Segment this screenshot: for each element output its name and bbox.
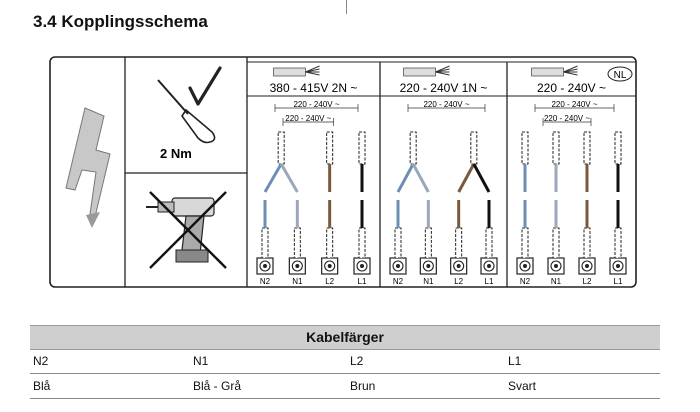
lightning-bolt-icon [66,108,110,217]
checkmark-icon [190,68,220,104]
table-cell: Brun [350,379,376,393]
crossed-drill-icon [146,192,226,268]
voltage-label: 220 - 240V ~ [536,81,607,95]
terminal-label: N2 [392,277,404,286]
voltage-label: 380 - 415V 2N ~ [269,81,358,95]
cable-color-table-title: Kabelfärger [30,325,660,350]
table-cell: Svart [508,379,537,393]
connector-block [425,228,431,258]
table-cell: Blå [33,379,51,393]
region-badge-label: NL [613,70,627,81]
table-row [30,349,660,374]
connector-block [471,132,477,164]
table-cell: L1 [508,354,522,368]
connector-block [553,228,559,258]
connector-block [395,228,401,258]
span-voltage-label: 220 - 240V ~ [293,100,340,109]
table-cell: L2 [350,354,364,368]
connector-block [359,228,365,258]
connector-block [410,132,416,164]
terminal-label: L1 [357,277,367,286]
span-voltage-label: 220 - 240V ~ [423,100,470,109]
terminal-label: L2 [325,277,335,286]
terminal-label: L2 [454,277,464,286]
torque-label: 2 Nm [160,146,192,161]
connector-block [522,132,528,164]
connector-block [359,132,365,164]
cable-icon [404,68,436,76]
connector-block [486,228,492,258]
span-voltage-label: 220 - 240V ~ [285,114,332,123]
table-row [30,374,660,399]
connector-block [327,228,333,258]
section-heading: 3.4 Kopplingsschema [33,12,208,31]
connector-block [294,228,300,258]
terminal-label: N2 [259,277,271,286]
connector-block [262,228,268,258]
terminal-label: N1 [292,277,303,286]
span-voltage-label: 220 - 240V ~ [543,114,591,123]
cable-icon [532,68,564,76]
terminal-label: L1 [484,277,494,286]
terminal-label: N1 [550,277,562,286]
table-cell: N1 [193,354,209,368]
connector-block [327,132,333,164]
connector-block [278,132,284,164]
table-cell: N2 [33,354,49,368]
connector-block [456,228,462,258]
connector-block [615,228,621,258]
terminal-label: N2 [519,277,531,286]
connector-block [584,228,590,258]
connector-block [584,132,590,164]
terminal-label: L2 [582,277,592,286]
terminal-label: N1 [423,277,434,286]
connector-block [522,228,528,258]
voltage-label: 220 - 240V 1N ~ [399,81,488,95]
span-voltage-label: 220 - 240V ~ [551,100,598,109]
table-cell: Blå - Grå [193,379,242,393]
connector-block [553,132,559,164]
terminal-label: L1 [613,277,623,286]
connector-block [615,132,621,164]
cable-icon [274,68,306,76]
